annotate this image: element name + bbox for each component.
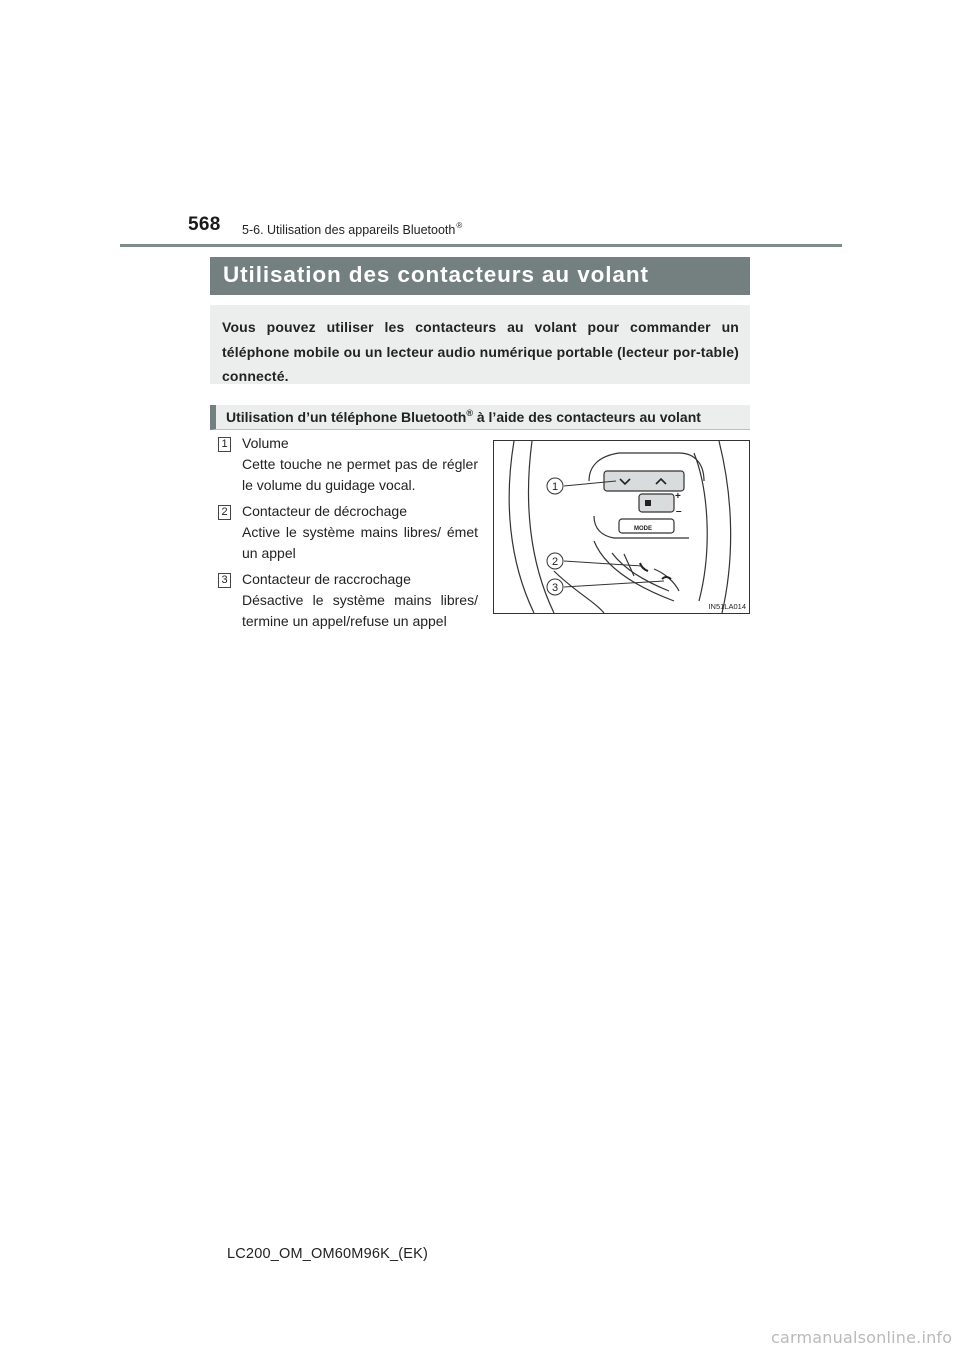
item-description: Active le système mains libres/ émet un appel <box>242 524 478 561</box>
section-reference-text: 5-6. Utilisation des appareils Bluetooth <box>242 223 456 237</box>
item-name: Volume <box>242 435 289 451</box>
subsection-title-start: Utilisation d’un téléphone Bluetooth <box>226 409 467 425</box>
list-item-volume <box>242 433 478 496</box>
item-name: Contacteur de raccrochage <box>242 571 411 587</box>
subsection-heading <box>210 405 750 430</box>
document-code: LC200_OM_OM60M96K_(EK) <box>227 1246 429 1262</box>
list-item-hangup <box>242 569 478 632</box>
steering-switch-figure <box>493 440 750 614</box>
list-item-pickup <box>242 501 478 564</box>
item-name: Contacteur de décrochage <box>242 503 407 519</box>
watermark: carmanualsonline.info <box>771 1328 953 1347</box>
figure-code: IN51LA014 <box>708 602 746 611</box>
page-title: Utilisation des contacteurs au volant <box>210 257 750 295</box>
callout-label-2: 2 <box>551 556 559 568</box>
item-number-3: 3 <box>218 573 231 588</box>
intro-box: Vous pouvez utiliser les contacteurs au volant pour commander un téléphone mobile ou un lecteur audio numérique portable (lecteur por-table) connecté. <box>210 305 750 384</box>
registered-mark: ® <box>466 408 473 418</box>
steering-wheel-illustration <box>494 441 749 613</box>
item-number-1: 1 <box>218 437 231 452</box>
hangup-icon <box>662 577 671 579</box>
callout-label-1: 1 <box>551 481 559 493</box>
page-number: 568 <box>188 214 221 235</box>
plus-label: + <box>675 491 681 502</box>
item-description: Désactive le système mains libres/ termine un appel/refuse un appel <box>242 592 478 629</box>
subsection-title-end: à l’aide des contacteurs au volant <box>472 409 701 425</box>
pickup-icon <box>640 563 648 571</box>
registered-mark: ® <box>456 221 463 230</box>
mode-label: MODE <box>634 526 652 532</box>
header-rule <box>120 244 842 247</box>
section-reference <box>242 221 462 237</box>
minus-label: – <box>676 506 682 517</box>
callout-label-3: 3 <box>551 582 559 594</box>
item-number-2: 2 <box>218 505 231 520</box>
item-description: Cette touche ne permet pas de régler le volume du guidage vocal. <box>242 456 478 493</box>
